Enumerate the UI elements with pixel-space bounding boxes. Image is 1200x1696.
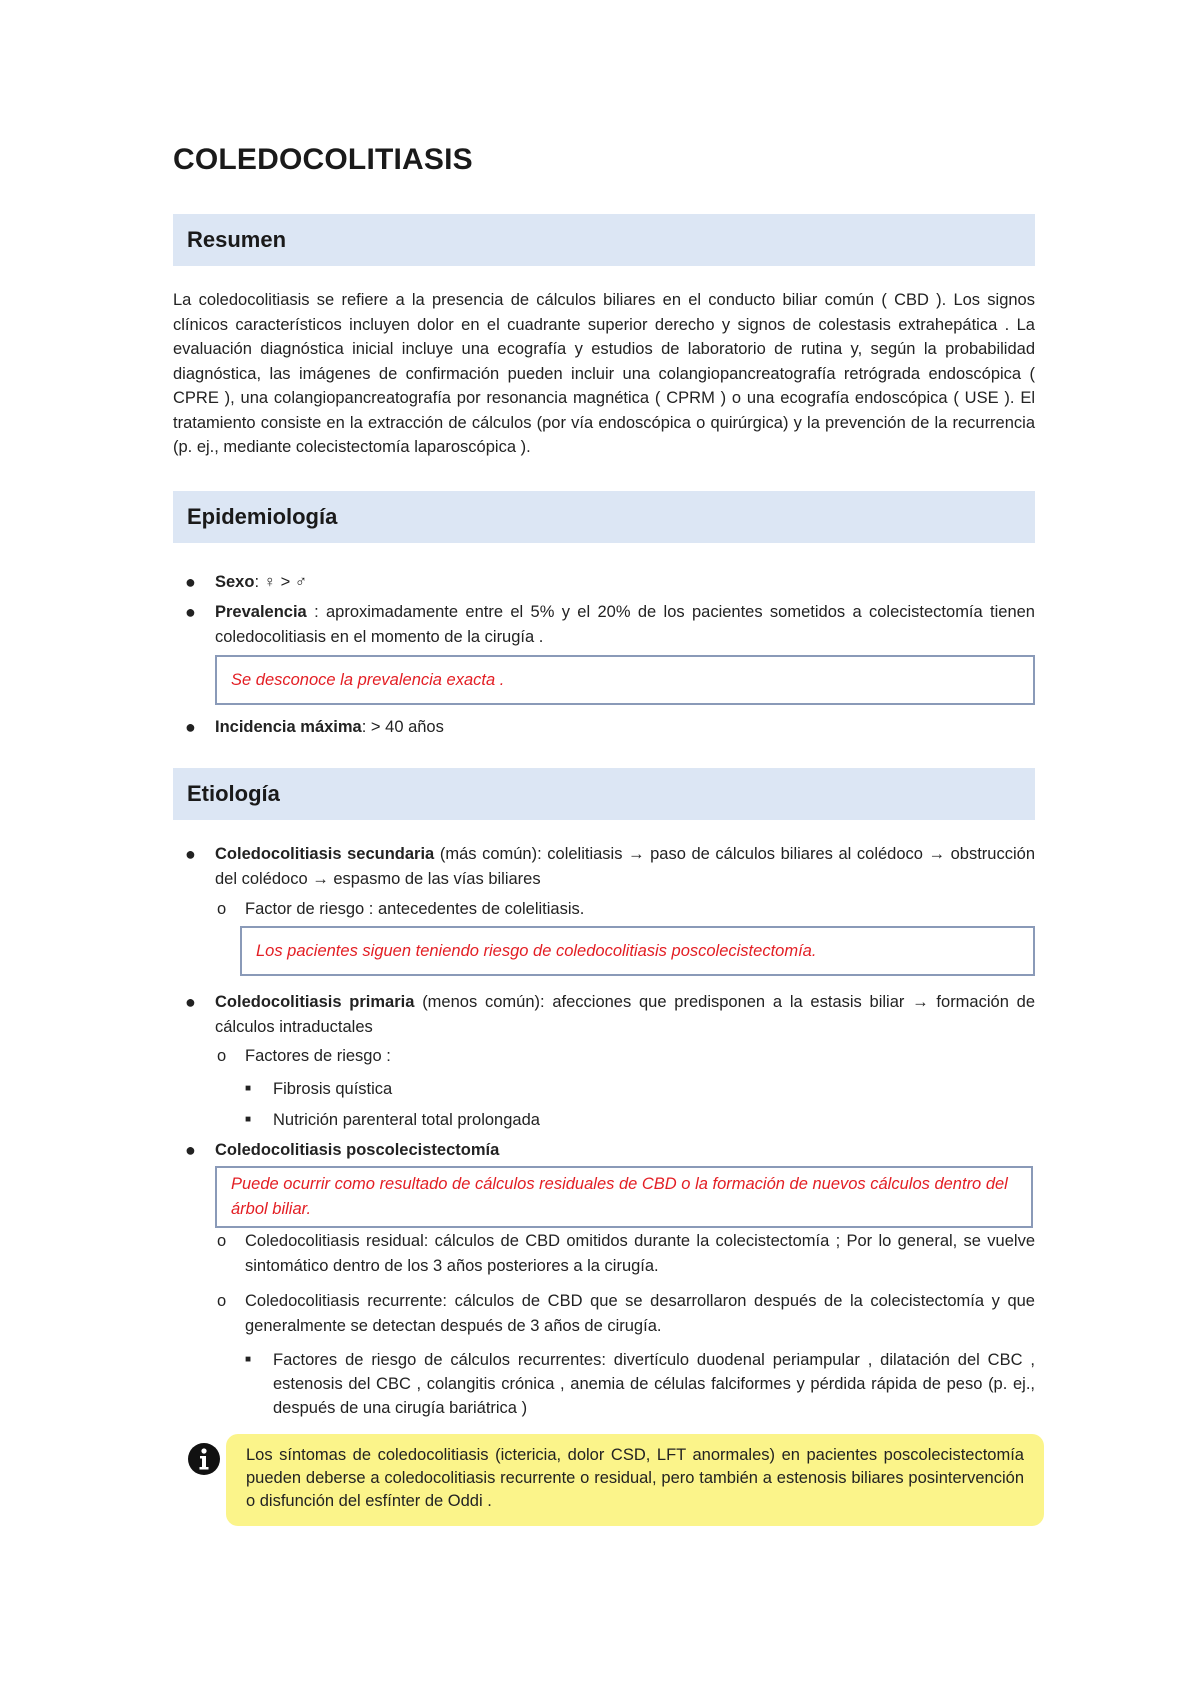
square-bullet-icon: ■ <box>245 1114 252 1125</box>
recurrente-text: Coledocolitiasis recurrente: cálculos de CBD que se desarrollaron después de la colecistectomía y que generalmente se detectan después de 3 años de cirugía. <box>245 1292 1035 1335</box>
posco-note-box <box>215 1166 1033 1228</box>
primaria-item-text: Nutrición parenteral total prolongada <box>273 1111 540 1129</box>
sexo-value: : ♀ > ♂ <box>254 573 308 591</box>
square-bullet-icon: ■ <box>245 1354 252 1365</box>
info-icon <box>187 1442 221 1476</box>
circle-bullet-icon: o <box>217 1292 227 1310</box>
primaria-riesgo-text: Factores de riesgo : <box>245 1047 391 1065</box>
recurrente-factores-text: Factores de riesgo de cálculos recurrentes: divertículo duodenal periampular , dilatación del CBC , estenosis del CBC , colangitis crónica , anemia de células falciformes y pérdida rápida de peso (p. ej., después de una cirugía bariátrica ) <box>273 1351 1035 1417</box>
secundaria-note-text: Los pacientes siguen teniendo riesgo de coledocolitiasis poscolecistectomía. <box>256 941 817 960</box>
secundaria-riesgo-text: Factor de riesgo : antecedentes de colelitiasis. <box>245 900 585 918</box>
prevalence-note-box <box>215 655 1035 705</box>
bullet-icon: ● <box>185 602 196 622</box>
posco-note-text: Puede ocurrir como resultado de cálculos residuales de CBD o la formación de nuevos cálculos dentro del árbol biliar. <box>231 1175 1008 1218</box>
secundaria-label: Coledocolitiasis secundaria <box>215 845 435 863</box>
circle-bullet-icon: o <box>217 900 227 918</box>
prevalencia-value: : aproximadamente entre el 5% y el 20% de los pacientes sometidos a colecistectomía tienen coledocolitiasis en el momento de la cirugía . <box>215 603 1035 646</box>
sexo-label: Sexo <box>215 573 255 591</box>
square-bullet-icon: ■ <box>245 1083 252 1094</box>
info-callout-text: Los síntomas de coledocolitiasis (ictericia, dolor CSD, LFT anormales) en pacientes poscolecistectomía pueden deberse a coledocolitiasis recurrente o residual, pero también a estenosis biliares posintervención o disfunción del esfínter de Oddi . <box>246 1446 1024 1510</box>
incidencia-value: : > 40 años <box>361 718 444 736</box>
primaria-value: (menos común): afecciones que predisponen a la estasis biliar → formación de cálculos intraductales <box>215 993 1035 1036</box>
bullet-icon: ● <box>185 992 196 1012</box>
section-heading-epidemiologia: Epidemiología <box>173 491 1035 543</box>
primaria-item-text: Fibrosis quística <box>273 1080 393 1098</box>
circle-bullet-icon: o <box>217 1232 227 1250</box>
bullet-icon: ● <box>185 844 196 864</box>
bullet-icon: ● <box>185 1140 196 1160</box>
prevalencia-label: Prevalencia <box>215 603 307 621</box>
secundaria-value: (más común): colelitiasis → paso de cálculos biliares al colédoco → obstrucción del colédoco → espasmo de las vías biliares <box>215 845 1035 888</box>
section-heading-etiologia: Etiología <box>173 768 1035 820</box>
secundaria-note-box <box>240 926 1035 976</box>
circle-bullet-icon: o <box>217 1047 227 1065</box>
bullet-icon: ● <box>185 572 196 592</box>
primaria-label: Coledocolitiasis primaria <box>215 993 415 1011</box>
resumen-paragraph: La coledocolitiasis se refiere a la presencia de cálculos biliares en el conducto biliar común ( CBD ). Los signos clínicos característicos incluyen dolor en el cuadrante superior derecho y signos de colestasis extrahepática . La evaluación diagnóstica inicial incluye una ecografía y estudios de laboratorio de rutina y, según la probabilidad diagnóstica, las imágenes de confirmación pueden incluir una colangiopancreatografía retrógrada endoscópica ( CPRE ), una colangiopancreatografía por resonancia magnética ( CPRM ) o una ecografía endoscópica ( USE ). El tratamiento consiste en la extracción de cálculos (por vía endoscópica o quirúrgica) y la prevención de la recurrencia (p. ej., mediante colecistectomía laparoscópica ). <box>173 291 1035 456</box>
section-heading-resumen: Resumen <box>173 214 1035 266</box>
posco-label: Coledocolitiasis poscolecistectomía <box>215 1141 500 1159</box>
incidencia-label: Incidencia máxima <box>215 718 362 736</box>
info-callout <box>226 1434 1044 1526</box>
prevalence-note-text: Se desconoce la prevalencia exacta . <box>231 670 505 689</box>
document-title: COLEDOCOLITIASIS <box>173 143 473 176</box>
residual-text: Coledocolitiasis residual: cálculos de CBD omitidos durante la colecistectomía ; Por lo general, se vuelve sintomático dentro de los 3 años posteriores a la cirugía. <box>245 1232 1035 1275</box>
bullet-icon: ● <box>185 717 196 737</box>
